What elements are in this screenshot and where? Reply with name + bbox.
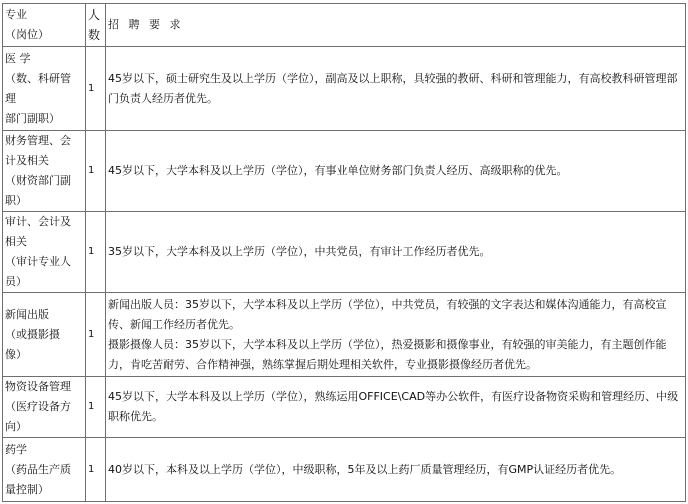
requirements-cell [106, 438, 686, 502]
requirement-text: 35岁以下，大学本科及以上学历（学位），中共党员，有审计工作经历者优先。 [108, 245, 491, 258]
major-line: （医疗设备方 [5, 400, 71, 413]
major-cell [3, 47, 86, 131]
requirement-text: 45岁以下，大学本科及以上学历（学位），有事业单位财务部门负责人经历、高级职称的优先。 [108, 164, 568, 177]
count-cell: 1 [86, 293, 106, 377]
requirements-cell [106, 377, 686, 438]
major-line: （审计专业人 [5, 255, 71, 268]
header-major [3, 4, 86, 47]
major-line: 量控制） [5, 482, 49, 496]
table-row [3, 377, 686, 438]
major-cell [3, 131, 86, 212]
header-count [86, 4, 106, 47]
requirement-text: 45岁以下，大学本科及以上学历（学位），熟练运用OFFICE\CAD等办公软件，有医疗设备物资采购和管理经历、中级职称优先。 [108, 390, 679, 423]
recruitment-table [2, 3, 686, 502]
count-cell: 1 [86, 131, 106, 212]
major-line: 审计、会计及 [5, 215, 71, 228]
table-row [3, 131, 686, 212]
major-cell [3, 377, 86, 438]
header-row [3, 4, 686, 47]
major-line: 新闻出版 [5, 307, 49, 321]
requirements-cell [106, 212, 686, 293]
major-line: 计及相关 [5, 154, 49, 167]
major-line: 医 学 [5, 51, 31, 65]
major-line: （财资部门副 [5, 174, 71, 187]
major-line: （或摄影摄 [5, 327, 60, 341]
major-line: 相关 [5, 235, 27, 248]
header-major-line: 专业 [5, 8, 27, 21]
major-line: 理 [5, 91, 16, 105]
count-cell: 1 [86, 377, 106, 438]
table-row [3, 47, 686, 131]
major-line: 像） [5, 347, 27, 361]
requirements-cell [106, 47, 686, 131]
major-line: 药学 [5, 442, 27, 456]
major-line: 员） [5, 275, 27, 288]
count-cell: 1 [86, 47, 106, 131]
requirements-cell [106, 293, 686, 377]
table-row [3, 293, 686, 377]
major-cell [3, 438, 86, 502]
requirement-text: 45岁以下，硕士研究生及以上学历（学位），副高及以上职称，具较强的教研、科研和管理能力，有高校教科研管理部门负责人经历者优先。 [108, 71, 678, 105]
major-line: 财务管理、会 [5, 134, 71, 147]
header-major-line: （岗位） [5, 28, 49, 41]
major-line: （药品生产质 [5, 462, 71, 476]
requirement-text: 40岁以下，本科及以上学历（学位），中级职称，5年及以上药厂质量管理经历，有GMP认证经历者优先。 [108, 462, 622, 476]
header-count-line: 人 [88, 8, 101, 22]
requirement-text: 摄影摄像人员：35岁以下，大学本科及以上学历（学位），热爱摄影和摄像事业，有较强的审美能力，有主题创作能力，肯吃苦耐劳、合作精神强，熟练掌握后期处理相关软件，专业摄影摄像经历者优先。 [108, 337, 667, 371]
major-line: 部门副职） [5, 111, 60, 125]
major-line: 职） [5, 194, 27, 207]
major-line: （数、科研管 [5, 71, 71, 85]
header-count-line: 数 [88, 28, 101, 42]
header-requirements: 招 聘 要 求 [106, 4, 686, 47]
major-line: 物资设备管理 [5, 380, 71, 393]
major-cell [3, 212, 86, 293]
major-line: 向） [5, 420, 27, 433]
count-cell: 1 [86, 212, 106, 293]
major-cell [3, 293, 86, 377]
requirements-cell [106, 131, 686, 212]
requirement-text: 新闻出版人员：35岁以下，大学本科及以上学历（学位），中共党员，有较强的文字表达和媒体沟通能力，有高校宣传、新闻工作经历者优先。 [108, 297, 667, 331]
table-row [3, 212, 686, 293]
table-row [3, 438, 686, 502]
count-cell: 1 [86, 438, 106, 502]
